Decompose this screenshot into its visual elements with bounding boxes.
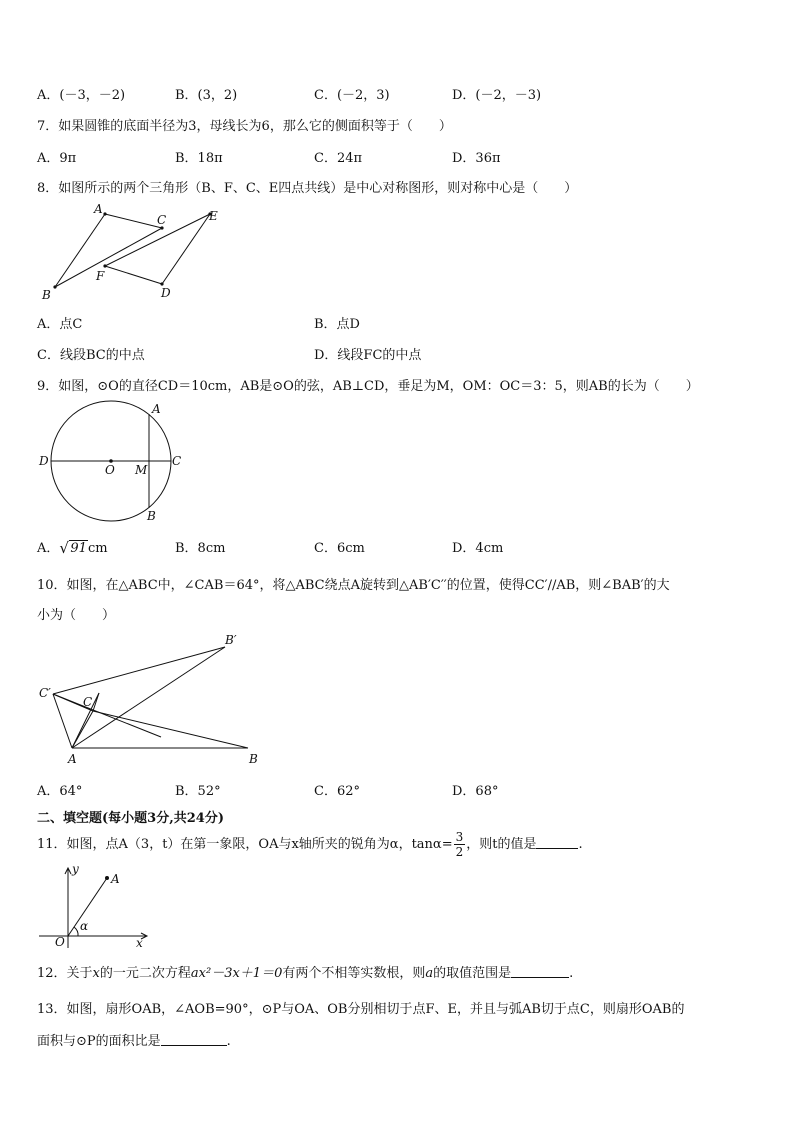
q9-option-d: D．4cm bbox=[452, 541, 504, 556]
q6-option-c: C．(－2，3) bbox=[314, 88, 390, 103]
q10-label-c-prime: C′ bbox=[39, 686, 51, 700]
q11-label-alpha: α bbox=[80, 919, 89, 933]
q8-label-d: D bbox=[161, 286, 171, 300]
q10-option-d: D．68° bbox=[452, 784, 499, 799]
q11-figure bbox=[35, 860, 155, 950]
q10-option-a: A．64° bbox=[37, 784, 83, 799]
q8-option-c: C．线段BC的中点 bbox=[37, 348, 145, 363]
q13-stem-line1: 13．如图，扇形OAB，∠AOB=90°，⊙P与OA、OB分别相切于点F、E，并且与弧AB切于点C，则扇形OAB的 bbox=[37, 1002, 685, 1017]
q9-label-d: D bbox=[39, 454, 49, 468]
q10-label-c: C bbox=[83, 695, 93, 709]
q10-label-b-prime: B′ bbox=[225, 633, 237, 647]
q13-stem-line2: 面积与⊙P的面积比是 . bbox=[37, 1034, 231, 1049]
q8-label-f: F bbox=[96, 269, 105, 283]
q8-label-c: C bbox=[157, 213, 167, 227]
q8-stem: 8．如图所示的两个三角形（B、F、C、E四点共线）是中心对称图形，则对称中心是（ ） bbox=[37, 181, 578, 196]
q9-label-m: M bbox=[135, 463, 148, 477]
q8-segment-fd bbox=[105, 266, 162, 284]
q12-answer-blank bbox=[511, 965, 569, 978]
q6-option-b: B．(3，2) bbox=[175, 88, 238, 103]
q9-label-b: B bbox=[147, 509, 156, 523]
q7-option-c: C．24π bbox=[314, 151, 363, 166]
q11-angle-arc bbox=[74, 927, 78, 936]
q10-figure bbox=[35, 630, 275, 770]
q13-answer-blank bbox=[161, 1033, 227, 1046]
q9-label-a: A bbox=[152, 402, 161, 416]
q8-option-a: A．点C bbox=[37, 317, 83, 332]
q12-equation: ax²－3x＋1＝0 bbox=[190, 966, 283, 981]
q10-segment-ac-prime bbox=[53, 694, 72, 748]
q9-figure bbox=[35, 398, 195, 526]
q9-stem: 9．如图，⊙O的直径CD＝10cm，AB是⊙O的弦，AB⊥CD，垂足为M，OM：OC＝3：5，则AB的长为（ ） bbox=[37, 379, 699, 394]
q8-label-b: B bbox=[42, 288, 51, 302]
q8-option-b: B．点D bbox=[314, 317, 360, 332]
q9-sqrt: √ 91 bbox=[59, 539, 87, 557]
q10-stem-line1: 10．如图，在△ABC中，∠CAB＝64°，将△ABC绕点A旋转到△AB′C′′的位置，使得CC′//AB，则∠BAB′的大 bbox=[37, 578, 670, 593]
q6-option-d: D．(－2，－3) bbox=[452, 88, 542, 103]
q8-segment-ed bbox=[162, 214, 210, 284]
q8-figure bbox=[30, 200, 230, 305]
section2-heading: 二、填空题(每小题3分,共24分) bbox=[37, 811, 224, 826]
q8-label-e: E bbox=[209, 209, 218, 223]
q11-label-a: A bbox=[111, 872, 120, 886]
q11-label-y: y bbox=[72, 862, 79, 876]
q9-label-c: C bbox=[172, 454, 182, 468]
q7-option-d: D．36π bbox=[452, 151, 501, 166]
q10-segment-ab-prime bbox=[72, 647, 225, 748]
q11-answer-blank bbox=[536, 836, 578, 849]
q9-option-a: A． √ 91cm bbox=[37, 539, 108, 557]
q8-segment-ac bbox=[105, 214, 162, 228]
q7-option-a: A．9π bbox=[37, 151, 77, 166]
q10-option-c: C．62° bbox=[314, 784, 360, 799]
q7-stem: 7．如果圆锥的底面半径为3，母线长为6，那么它的侧面积等于（ ） bbox=[37, 119, 452, 134]
q7-option-b: B．18π bbox=[175, 151, 223, 166]
q9-label-o: O bbox=[105, 463, 115, 477]
q10-label-a: A bbox=[68, 752, 77, 766]
q10-label-b: B bbox=[249, 752, 258, 766]
q8-segment-bc bbox=[55, 228, 162, 287]
q6-option-a: A．(－3，－2) bbox=[37, 88, 126, 103]
q8-option-d: D．线段FC的中点 bbox=[314, 348, 422, 363]
q12-stem: 12．关于x的一元二次方程ax²－3x＋1＝0有两个不相等实数根，则a的取值范围是 . bbox=[37, 966, 574, 981]
q10-option-b: B．52° bbox=[175, 784, 221, 799]
q8-label-a: A bbox=[94, 202, 103, 216]
q11-fraction: $\frac{3}{2}$ bbox=[455, 830, 464, 859]
q11-stem: 11．如图，点A（3，t）在第一象限，OA与x轴所夹的锐角为α，tanα= $\frac{3}{2}$ ，则t的值是 . bbox=[37, 830, 583, 859]
q11-point-a bbox=[105, 876, 109, 880]
q10-stem-line2: 小为（ ） bbox=[37, 608, 116, 623]
q10-segment-cb bbox=[93, 711, 248, 748]
q9-option-c: C．6cm bbox=[314, 541, 365, 556]
q10-segment-c-prime-b-prime bbox=[53, 647, 225, 694]
q11-label-x: x bbox=[136, 936, 143, 950]
q9-option-b: B．8cm bbox=[175, 541, 226, 556]
q11-label-o: O bbox=[55, 935, 65, 949]
